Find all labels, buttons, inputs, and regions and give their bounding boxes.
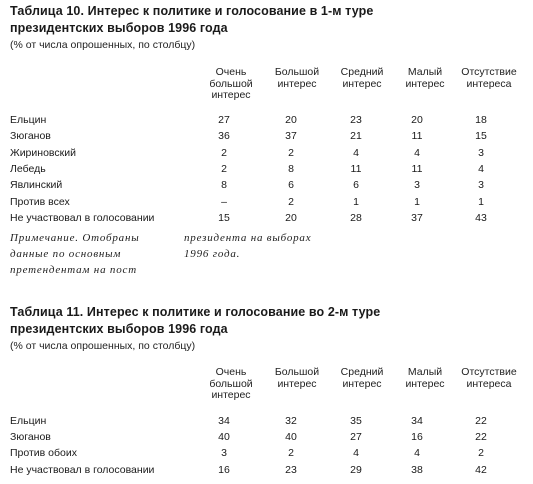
table-cell: 4	[414, 146, 420, 159]
table-row	[10, 162, 525, 177]
table-cell: 1	[353, 195, 359, 208]
table-cell: 11	[411, 162, 423, 175]
row-label: Явлинский	[10, 179, 63, 192]
table-cell: 20	[285, 211, 297, 224]
table-cell: 1	[478, 195, 484, 208]
row-label: Зюганов	[10, 431, 51, 444]
row-label: Не участвовал в голосовании	[10, 211, 155, 224]
table-cell: 3	[478, 179, 484, 192]
table-cell: 22	[475, 415, 487, 427]
note-line: претендентам на пост	[10, 264, 137, 276]
table-row	[10, 195, 525, 210]
column-header-line: интерес	[277, 377, 317, 390]
row-label: Зюганов	[10, 130, 51, 143]
table-cell: 6	[288, 179, 294, 192]
table-row	[10, 446, 525, 461]
table-cell: 15	[475, 130, 487, 143]
column-header-line: интерес	[405, 377, 445, 390]
table-cell: 6	[353, 179, 359, 192]
row-label: Ельцин	[10, 114, 47, 126]
column-header-line: Малый	[407, 366, 443, 378]
table10-note-right	[184, 230, 311, 262]
table-cell: 22	[475, 431, 487, 444]
table-cell: 23	[285, 463, 297, 476]
table-cell: 2	[478, 447, 484, 460]
table-cell: 4	[414, 447, 420, 460]
column-header-line: большой	[209, 377, 253, 390]
table-cell: 23	[350, 114, 362, 126]
table-cell: 4	[478, 162, 484, 175]
table-cell: 2	[288, 195, 294, 208]
row-label: Не участвовал в голосовании	[10, 463, 155, 476]
column-header-line: интерес	[342, 77, 382, 90]
table-cell: 27	[218, 114, 230, 126]
row-label: Ельцин	[10, 415, 47, 427]
table-cell: 1	[414, 195, 420, 208]
table-cell: 4	[353, 146, 359, 159]
table-cell: 3	[221, 447, 227, 460]
column-header-line: Большой	[274, 66, 320, 78]
table10-subtitle: (% от числа опрошенных, по столбцу)	[10, 39, 196, 51]
column-header-line: Средний	[340, 366, 384, 378]
table-row	[10, 463, 525, 478]
row-label: Лебедь	[10, 162, 46, 175]
column-header-line: большой	[209, 77, 253, 90]
table-cell: 35	[350, 415, 362, 427]
table10-note-left	[10, 230, 139, 278]
table-cell: 3	[478, 146, 484, 159]
table-cell: 34	[411, 415, 423, 427]
table-cell: 18	[475, 114, 487, 126]
table-row	[10, 211, 525, 226]
table-cell: 16	[218, 463, 230, 476]
row-label: Против обоих	[10, 447, 77, 460]
table-cell: 20	[285, 114, 297, 126]
table-cell: 16	[411, 431, 423, 444]
column-header-line: Отсутствие	[461, 66, 517, 78]
table-cell: –	[221, 195, 227, 208]
note-line: 1996 года.	[184, 248, 241, 260]
table-cell: 8	[221, 179, 227, 192]
table-cell: 34	[218, 415, 230, 427]
table11-title-line1: Таблица 11. Интерес к политике и голосование во 2-м туре	[10, 305, 381, 319]
column-header-line: интереса	[466, 377, 512, 390]
table-cell: 42	[475, 463, 487, 476]
table-row	[10, 146, 525, 161]
column-header-line: интерес	[342, 377, 382, 390]
table-cell: 40	[218, 431, 230, 444]
table-row	[10, 430, 525, 445]
table-cell: 8	[288, 162, 294, 175]
column-header-line: интерес	[405, 77, 445, 90]
note-line: данные по основным	[10, 248, 122, 260]
table-cell: 2	[221, 146, 227, 159]
column-header-line: Отсутствие	[461, 366, 517, 378]
column-header-line: Малый	[407, 66, 443, 78]
table-row	[10, 178, 525, 193]
note-line: президента на выборах	[184, 232, 312, 244]
column-header-line: интереса	[466, 77, 512, 90]
table-cell: 37	[411, 211, 423, 224]
table-cell: 3	[414, 179, 420, 192]
row-label: Против всех	[10, 195, 70, 208]
table-cell: 43	[475, 211, 487, 224]
table10-title-line2: президентских выборов 1996 года	[10, 21, 228, 35]
table-cell: 28	[350, 211, 362, 224]
column-header-line: Средний	[340, 66, 384, 78]
table11-subtitle: (% от числа опрошенных, по столбцу)	[10, 340, 196, 352]
column-header-line: интерес	[277, 77, 317, 90]
column-header	[450, 367, 528, 390]
table10-title-line1: Таблица 10. Интерес к политике и голосование в 1-м туре	[10, 4, 374, 18]
table-cell: 11	[411, 130, 423, 143]
table-cell: 37	[285, 130, 297, 143]
column-header-line: интерес	[211, 389, 251, 401]
table-cell: 32	[285, 415, 297, 427]
table-cell: 11	[350, 162, 362, 175]
table-cell: 29	[350, 463, 362, 476]
column-header	[450, 67, 528, 90]
row-label: Жириновский	[10, 146, 76, 159]
column-header-line: Очень	[215, 366, 247, 378]
table-row	[10, 113, 525, 128]
column-header-line: интерес	[211, 89, 251, 101]
table11-title-line2: президентских выборов 1996 года	[10, 322, 228, 336]
table-cell: 40	[285, 431, 297, 444]
table-cell: 20	[411, 114, 423, 126]
column-header-line: Очень	[215, 66, 247, 78]
column-header-line: Большой	[274, 366, 320, 378]
table-cell: 4	[353, 447, 359, 460]
table-row	[10, 129, 525, 144]
table-cell: 36	[218, 130, 230, 143]
table-cell: 21	[350, 130, 362, 143]
table-cell: 27	[350, 431, 362, 444]
table-cell: 2	[288, 447, 294, 460]
note-line: Примечание. Отобраны	[10, 232, 140, 244]
table-cell: 2	[288, 146, 294, 159]
table-cell: 2	[221, 162, 227, 175]
table-row	[10, 414, 525, 429]
table-cell: 38	[411, 463, 423, 476]
table-cell: 15	[218, 211, 230, 224]
